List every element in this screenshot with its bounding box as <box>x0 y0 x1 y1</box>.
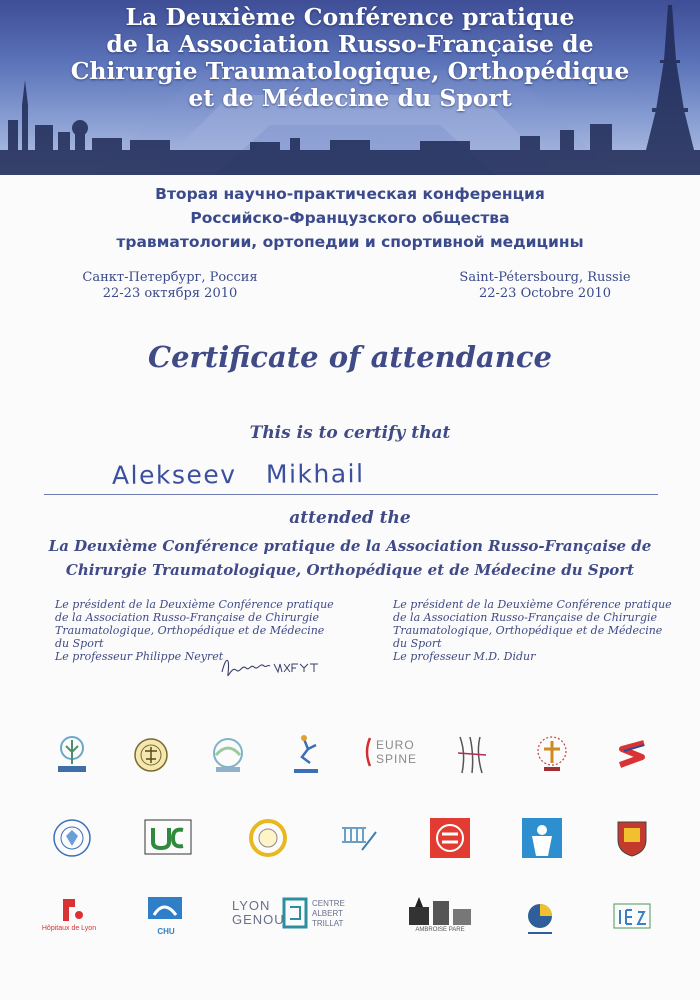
president-text-line: Traumatologique, Orthopédique et de Médecine <box>393 624 663 637</box>
location-date: 22-23 Octobre 2010 <box>478 286 612 301</box>
hopitaux-de-lyon-logo-text: Hôpitaux de Lyon <box>41 925 97 932</box>
eurospine-logo-text: SPINE <box>376 752 418 766</box>
round-clinic-logo <box>512 895 568 941</box>
crimea-congress-logo <box>200 732 256 778</box>
chu-logo <box>138 895 194 941</box>
lyon-genou-logo-text: LYON <box>232 898 271 913</box>
columns-leaf-logo <box>330 815 386 861</box>
centre-trillat-logo-text: CENTRE <box>312 899 345 908</box>
university-ring-logo <box>240 815 296 861</box>
ambroise-pare-logo <box>405 895 475 941</box>
hopitaux-de-lyon-logo <box>34 895 104 941</box>
centre-trillat-logo-text: TRILLAT <box>312 919 344 928</box>
banner-title <box>0 4 700 112</box>
russian-title-line: Российско-Французского общества <box>190 209 510 227</box>
attended-text: attended the <box>289 508 411 528</box>
russian-title-line: травматологии, ортопедии и спортивной медицины <box>116 233 584 251</box>
conference-name <box>0 534 700 582</box>
lyon-genou-logo-text: GENOU <box>232 912 285 927</box>
location-french <box>445 270 645 302</box>
certify-text: This is to certify that <box>249 423 451 443</box>
lyon-genou-trillat-logo <box>232 895 362 941</box>
president-text-line: Traumatologique, Orthopédique et de Médecine <box>55 624 325 637</box>
ambroise-pare-logo-text: AMBROISE PARE <box>415 927 465 933</box>
president-text-line: du Sport <box>55 637 104 650</box>
attendee-name: Alekseev Mikhail <box>111 459 365 490</box>
russian-conference-title <box>0 182 700 254</box>
red-square-logo <box>422 815 478 861</box>
banner-title-line: La Deuxième Conférence pratique <box>125 3 575 31</box>
president-text-line: de la Association Russo-Française de Chirurgie <box>55 611 320 624</box>
header-banner <box>0 0 700 175</box>
ucb-green-logo <box>140 815 196 861</box>
president-text-line: de la Association Russo-Française de Chirurgie <box>393 611 658 624</box>
tree-society-logo <box>44 732 100 778</box>
centre-trillat-logo-text: ALBERT <box>312 909 343 918</box>
city-coat-of-arms-logo <box>604 815 660 861</box>
name-underline <box>44 494 658 495</box>
certificate-title: Certificate of attendance <box>148 340 552 374</box>
eurospine-logo <box>360 732 424 778</box>
location-russian <box>70 270 270 302</box>
president-name: Le professeur Philippe Neyret <box>55 650 224 663</box>
ligament-sketch-logo <box>444 732 500 778</box>
location-date: 22-23 октября 2010 <box>102 286 238 301</box>
location-city: Санкт-Петербург, Россия <box>82 270 258 285</box>
russian-title-line: Вторая научно-практическая конференция <box>155 185 545 203</box>
banner-title-line: de la Association Russo-Française de <box>106 30 594 58</box>
location-city: Saint-Pétersbourg, Russie <box>459 270 631 285</box>
society-emblem-logo <box>123 732 179 778</box>
president-text-line: Le président de la Deuxième Conférence pratique <box>55 598 334 611</box>
chu-logo-text: CHU <box>157 927 175 936</box>
round-society-seal-logo <box>44 815 100 861</box>
eurospine-logo-text: EURO <box>376 738 415 752</box>
alam-athlete-logo <box>278 732 334 778</box>
blue-figure-logo <box>514 815 570 861</box>
conference-name-line: La Deuxième Conférence pratique de la Association Russo-Française de <box>48 537 652 555</box>
president-text-line: Le président de la Deuxième Conférence pratique <box>393 598 672 611</box>
ie-badge-logo <box>604 895 660 941</box>
banner-title-line: Chirurgie Traumatologique, Orthopédique <box>70 57 630 85</box>
s-mark-logo <box>604 732 660 778</box>
president-text-line: du Sport <box>393 637 442 650</box>
president-name: Le professeur M.D. Didur <box>393 650 536 663</box>
banner-title-line: et de Médecine du Sport <box>188 84 512 112</box>
society-crest-logo <box>524 732 580 778</box>
signature-image <box>218 652 328 684</box>
conference-name-line: Chirurgie Traumatologique, Orthopédique et de Médecine du Sport <box>65 561 635 579</box>
president-right-block <box>393 598 683 663</box>
